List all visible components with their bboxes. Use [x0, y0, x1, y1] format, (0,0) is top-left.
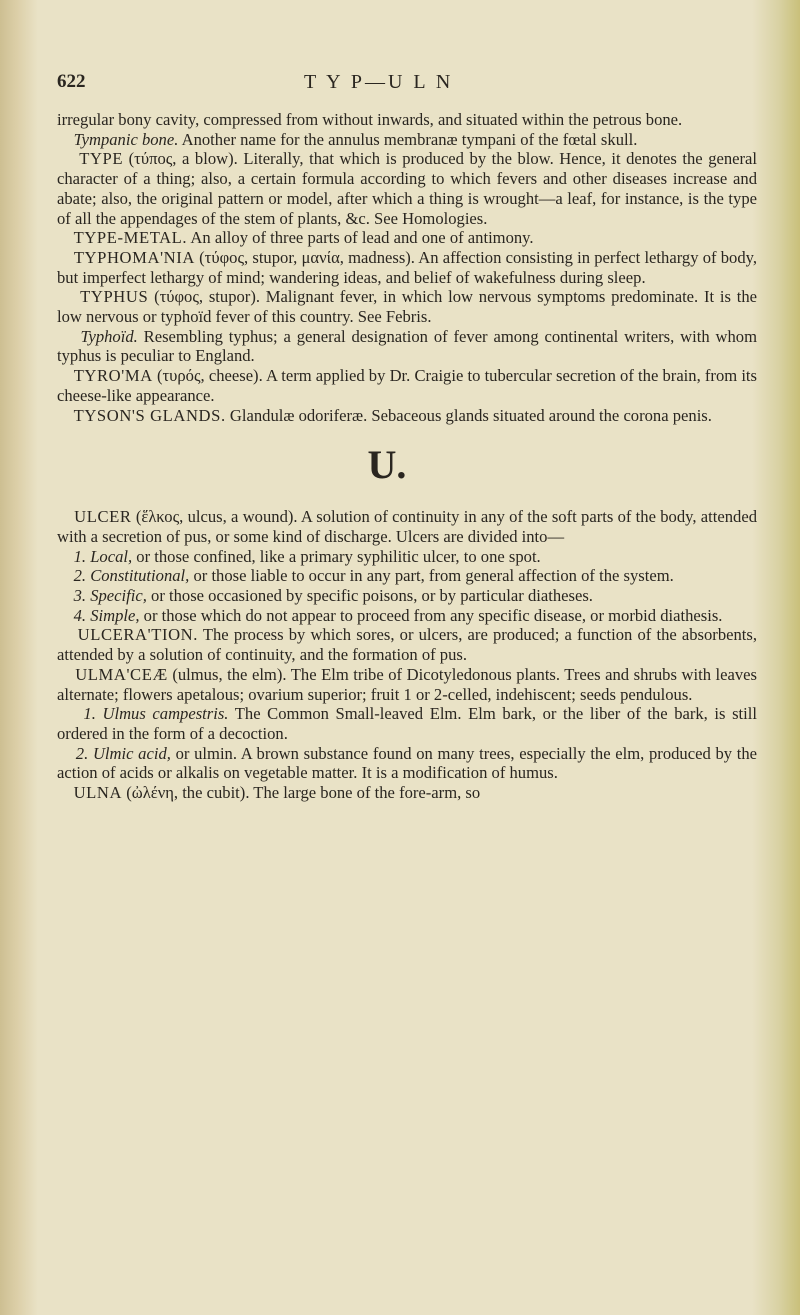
- entry-text: Resembling typhus; a general designation of fever among continental writers, with whom typhus is peculiar to England.: [57, 326, 758, 366]
- entry-head: TYSON'S GLANDS.: [73, 405, 226, 425]
- page-body: [57, 110, 757, 803]
- entry-ulmaceae: [57, 665, 757, 704]
- continuation-paragraph: irregular bony cavity, compressed from without inwards, and situated within the petrous bone.: [57, 110, 683, 129]
- entry-text: The Common Small-leaved Elm. Elm bark, or the liber of the bark, is still ordered in the form of a decoction.: [57, 704, 758, 743]
- entry-ulceration: [57, 625, 757, 664]
- entry-ulcer-specific: [57, 586, 757, 606]
- entry-ulmic-acid: [57, 744, 757, 783]
- entry-ulcer: [57, 507, 757, 546]
- entry-text: An alloy of three parts of lead and one of antimony.: [190, 228, 534, 248]
- section-letter: U.: [367, 442, 407, 488]
- entry-head: ULCER: [74, 507, 132, 527]
- entry-type-metal: [57, 228, 757, 248]
- page-number: 622: [57, 71, 86, 92]
- entry-head: Typhoïd.: [80, 326, 138, 346]
- entry-ulcer-local: [57, 547, 757, 567]
- page-edge-shadow: [752, 0, 800, 1315]
- entry-head: TYPHOMA'NIA: [73, 247, 195, 267]
- entry-ulcer-constitutional: [57, 566, 757, 586]
- entry-head: Tympanic bone.: [73, 129, 179, 149]
- entry-text: Glandulæ odoriferæ. Sebaceous glands situated around the corona penis.: [229, 405, 712, 425]
- entry-tyroma: [57, 366, 757, 405]
- page-gutter-shadow: [0, 0, 38, 1315]
- entry-type: [57, 149, 757, 228]
- entry-text: or those occasioned by specific poisons, or by particular diatheses.: [151, 586, 593, 606]
- running-head: T Y P—U L N: [304, 71, 454, 93]
- entry-head: 1. Local,: [73, 546, 133, 566]
- entry-head: 2. Ulmic acid,: [75, 743, 171, 763]
- entry-text: (τυρός, cheese). A term applied by Dr. Craigie to tubercular secretion of the brain, from its cheese-like appearance.: [57, 366, 758, 405]
- entry-text: or those which do not appear to proceed from any specific disease, or morbid diathesis.: [143, 605, 723, 625]
- entry-text: or those confined, like a primary syphilitic ulcer, to one spot.: [136, 546, 541, 566]
- entry-head: ULNA: [73, 783, 123, 803]
- entry-text: or those liable to occur in any part, from general affection of the system.: [193, 566, 674, 586]
- entry-head: 1. Ulmus campestris.: [83, 704, 229, 724]
- entry-head: TYPE: [79, 149, 124, 169]
- entry-head: 3. Specific,: [73, 586, 147, 606]
- entry-text: (τύφος, stupor, μανία, madness). An affection consisting in perfect lethargy of body, but imperfect lethargy of mind; wandering ideas, and belief of wakefulness during sleep.: [57, 247, 757, 287]
- entry-tympanic-bone: [57, 130, 757, 150]
- entry-head: 4. Simple,: [73, 605, 140, 625]
- entry-head: TYPE-METAL.: [73, 228, 188, 248]
- entry-typhomania: [57, 248, 757, 287]
- entry-head: 2. Constitutional,: [73, 566, 190, 586]
- entry-ulmus-campestris: [57, 704, 757, 743]
- entry-text: The process by which sores, or ulcers, are produced; a function of the absorbents, attended by a solution of continuity, and the formation of pus.: [57, 625, 758, 665]
- entry-text: (τύφος, stupor). Malignant fever, in which low nervous symptoms predominate. It is the low nervous or typhoïd fever of this country. See Febris.: [57, 287, 758, 327]
- entry-ulcer-simple: [57, 606, 757, 626]
- entry-head: TYPHUS: [80, 287, 149, 307]
- entry-head: ULMA'CEÆ: [75, 664, 168, 684]
- entry-text: (τύπος, a blow). Literally, that which is produced by the blow. Hence, it denotes the general character of a thing; also, a certain formula according to which fevers and other diseases increase and abate; also, the original pattern or model, after which a thing is wrought—a leaf, for instance, is the type of all the appendages of the stem of plants, &c. See Homologies.: [57, 149, 758, 228]
- entry-tysons-glands: [57, 406, 757, 426]
- entry-typhoid: [57, 327, 757, 366]
- entry-head: TYRO'MA: [73, 366, 153, 386]
- entry-head: ULCERA'TION.: [77, 625, 198, 645]
- entry-ulna: [57, 783, 757, 803]
- entry-text: or ulmin. A brown substance found on many trees, especially the elm, produced by the action of acids or alkalis on vegetable matter. It is a modification of humus.: [57, 743, 758, 783]
- entry-text: (ἕλκος, ulcus, a wound). A solution of continuity in any of the soft parts of the body, attended with a secretion of pus, or some kind of discharge. Ulcers are divided into—: [57, 507, 758, 546]
- page-header: [57, 71, 737, 101]
- entry-text: (ὠλένη, the cubit). The large bone of the fore-arm, so: [126, 783, 481, 803]
- entry-text: Another name for the annulus membranæ tympani of the fœtal skull.: [181, 129, 638, 149]
- entry-text: (ulmus, the elm). The Elm tribe of Dicotyledonous plants. Trees and shrubs with leaves alternate; flowers apetalous; ovarium superior; fruit 1 or 2-celled, indehiscent; seeds pendulous.: [57, 664, 757, 704]
- entry-typhus: [57, 287, 757, 326]
